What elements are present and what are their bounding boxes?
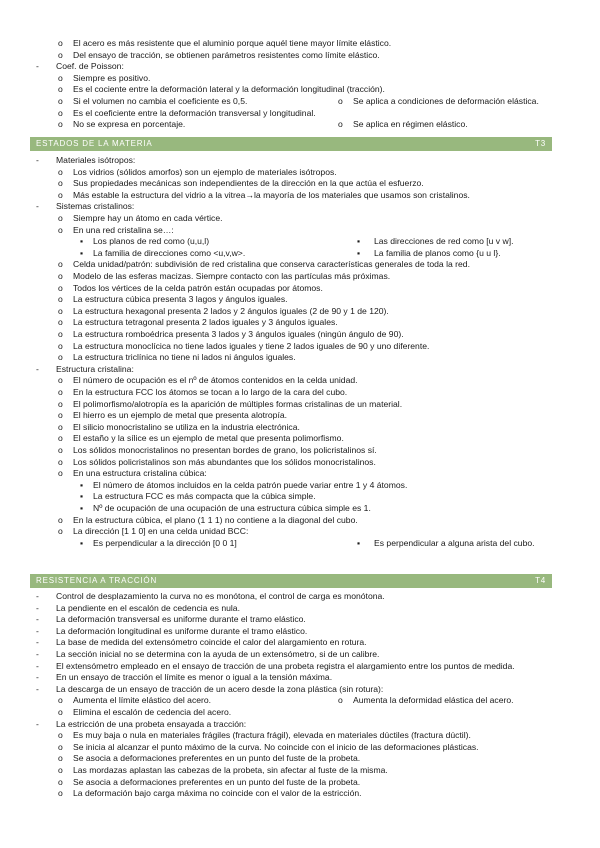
- list-item-text: Las mordazas aplastan las cabezas de la probeta, sin afectar al fuste de la misma.: [73, 765, 388, 775]
- list-item: [0, 167, 600, 178]
- list-item-text: Los sólidos policristalinos son más abundantes que los sólidos monocristalinos.: [73, 456, 376, 467]
- list-item: [0, 661, 600, 672]
- list-item: [0, 61, 600, 72]
- bullet-icon: ▪: [80, 503, 84, 513]
- list-item: [0, 468, 600, 479]
- list-item: [0, 410, 600, 421]
- list-item-text: Se asocia a deformaciones preferentes en un punto del fuste de la probeta.: [73, 776, 361, 787]
- list-item: [0, 788, 600, 799]
- list-item-text: El silicio monocristalino se utiliza en la industria electrónica.: [73, 421, 300, 432]
- list-item: [0, 649, 600, 660]
- list-item: [0, 364, 600, 375]
- bullet-icon: o: [58, 776, 63, 787]
- list-item-text: La sección inicial no se determina con la ayuda de un extensómetro, si de un calibre.: [56, 649, 380, 659]
- list-item: [0, 84, 600, 95]
- list-item-text: Del ensayo de tracción, se obtienen parámetros resistentes como límite elástico.: [73, 49, 380, 60]
- list-item: [0, 777, 600, 788]
- bullet-icon: o: [58, 317, 63, 328]
- list-item-text: Control de desplazamiento la curva no es monótona, el control de carga es monótona.: [56, 591, 385, 601]
- list-item-text-right: Aumenta la deformidad elástica del acero.: [353, 695, 514, 706]
- list-item: [0, 672, 600, 683]
- bullet-icon: -: [36, 602, 39, 613]
- list-item-text: Celda unidad/patrón: subdivisión de red cristalina que conserva características generales de toda la red.: [73, 259, 470, 270]
- list-item: [0, 341, 600, 352]
- list-item-text: Sistemas cristalinos:: [56, 201, 135, 212]
- list-item: [0, 526, 600, 537]
- list-item: [0, 201, 600, 212]
- list-item: [0, 329, 600, 340]
- bullet-icon: ▪: [357, 247, 361, 258]
- list-item: [0, 155, 600, 166]
- list-item-text: La estructura romboédrica presenta 3 lados y 3 ángulos iguales (ningún ángulo de 90).: [73, 329, 404, 339]
- list-item: [0, 73, 600, 84]
- bullet-icon: ▪: [80, 247, 84, 258]
- list-item-text: El extensómetro empleado en el ensayo de tracción de una probeta registra el alargamiento entre los puntos de medida.: [56, 660, 515, 671]
- list-item-text: El número de átomos incluidos en la celda patrón puede variar entre 1 y 4 átomos.: [93, 479, 408, 490]
- list-item-text: Más estable la estructura del vidrio a la vitrea→la mayoría de los materiales que usamos son cristalinos.: [73, 189, 470, 200]
- bullet-icon: ▪: [357, 236, 361, 247]
- list-item: [0, 591, 600, 602]
- bullet-icon: -: [36, 683, 39, 694]
- bullet-icon: o: [58, 788, 63, 799]
- bullet-icon: ▪: [80, 491, 84, 502]
- list-item-text: La estructura tetragonal presenta 2 lados iguales y 3 ángulos iguales.: [73, 317, 338, 328]
- bullet-icon: o: [58, 707, 63, 717]
- list-item-text: La deformación transversal es uniforme durante el tramo elástico.: [56, 614, 306, 625]
- bullet-icon: -: [36, 718, 39, 729]
- bullet-icon: o: [338, 695, 343, 706]
- bullet-icon: o: [58, 375, 63, 386]
- list-item: [0, 742, 600, 753]
- bullet-icon: o: [58, 410, 63, 421]
- section-header-section_t4: [30, 574, 552, 588]
- list-item-text: La base de medida del extensómetro coincide el calor del alargamiento en rotura.: [56, 637, 367, 648]
- bullet-icon: o: [58, 741, 63, 752]
- bullet-icon: o: [58, 84, 63, 95]
- list-item-text: Aumenta el límite elástico del acero.: [73, 695, 212, 706]
- list-item-text: La deformación bajo carga máxima no coincide con el valor de la estricción.: [73, 788, 362, 799]
- list-item: [0, 753, 600, 764]
- list-item-text: Se asocia a deformaciones preferentes en un punto del fuste de la probeta.: [73, 753, 361, 764]
- section-code: T3: [535, 139, 546, 148]
- list-item-text: En una red cristalina se…:: [73, 224, 174, 235]
- list-item-text: Los vidrios (sólidos amorfos) son un ejemplo de materiales isótropos.: [73, 166, 337, 177]
- bullet-icon: -: [36, 201, 39, 212]
- list-item: [0, 236, 600, 247]
- bullet-icon: o: [58, 433, 63, 444]
- list-item-text: Es perpendicular a la dirección [0 0 1]: [93, 537, 237, 548]
- list-item-text: Siempre hay un átomo en cada vértice.: [73, 213, 223, 223]
- list-item-text: Elimina el escalón de cedencia del acero.: [73, 707, 232, 717]
- list-item-text: Nº de ocupación de una ocupación de una estructura cúbica simple es 1.: [93, 503, 371, 513]
- list-item-text: El acero es más resistente que el aluminio porque aquél tiene mayor límite elástico.: [73, 38, 392, 48]
- list-item-text: Los planos de red como (u,u,l): [93, 236, 210, 247]
- list-item-text: El polimorfismo/alotropía es la aparición de múltiples formas cristalinas de un material.: [73, 398, 403, 409]
- list-item: [0, 603, 600, 614]
- list-item-text: Los sólidos monocristalinos no presentan bordes de grano, los policristalinos sí.: [73, 445, 377, 455]
- bullet-icon: o: [58, 468, 63, 479]
- bullet-icon: o: [58, 189, 63, 200]
- bullet-icon: -: [36, 591, 39, 601]
- section-title: ESTADOS DE LA MATERIA: [36, 139, 153, 148]
- list-item: [0, 626, 600, 637]
- list-item-text: La estructura hexagonal presenta 2 lados y 2 ángulos iguales (2 de 90 y 1 de 120).: [73, 305, 389, 316]
- list-item-text: Si el volumen no cambia el coeficiente es 0,5.: [73, 96, 248, 106]
- bullet-icon: o: [58, 445, 63, 455]
- list-item: [0, 96, 600, 107]
- bullet-icon: -: [36, 672, 39, 683]
- bullet-icon: o: [58, 166, 63, 177]
- list-item-text: En la estructura cúbica, el plano (1 1 1) no contiene a la diagonal del cubo.: [73, 514, 358, 525]
- list-item-text: En la estructura FCC los átomos se tocan a lo largo de la cara del cubo.: [73, 387, 348, 397]
- list-item: [0, 50, 600, 61]
- list-item-text: Siempre es positivo.: [73, 72, 151, 83]
- list-item: [0, 765, 600, 776]
- list-item: [0, 684, 600, 695]
- list-item-text: Coef. de Poisson:: [56, 61, 124, 72]
- list-item: [0, 707, 600, 718]
- bullet-icon: -: [36, 61, 39, 72]
- bullet-icon: -: [36, 155, 39, 165]
- list-item: [0, 730, 600, 741]
- bullet-icon: o: [58, 526, 63, 537]
- bullet-icon: -: [36, 660, 39, 671]
- list-item-text: Es muy baja o nula en materiales frágiles (fractura frágil), elevada en materiales dúctiles (fractura dúctil).: [73, 730, 471, 741]
- bullet-icon: o: [58, 119, 63, 130]
- list-item-text-right: La familia de planos como {u u l}.: [374, 247, 501, 258]
- list-item: [0, 637, 600, 648]
- list-item-text: La descarga de un ensayo de tracción de un acero desde la zona plástica (sin rotura):: [56, 683, 384, 694]
- bullet-icon: ▪: [80, 236, 84, 247]
- list-item: [0, 178, 600, 189]
- list-item: [0, 387, 600, 398]
- bullet-icon: o: [58, 329, 63, 339]
- bullet-icon: o: [58, 695, 63, 706]
- bullet-icon: o: [338, 119, 343, 130]
- bullet-icon: o: [58, 224, 63, 235]
- list-item-text: En un ensayo de tracción el límite es menor o igual a la tensión máxima.: [56, 672, 333, 683]
- list-item: [0, 399, 600, 410]
- bullet-icon: o: [58, 49, 63, 60]
- list-item: [0, 695, 600, 706]
- list-item-text: No se expresa en porcentaje.: [73, 119, 186, 130]
- bullet-icon: o: [58, 305, 63, 316]
- bullet-icon: o: [58, 213, 63, 223]
- list-item: [0, 283, 600, 294]
- bullet-icon: o: [58, 387, 63, 397]
- bullet-icon: o: [58, 96, 63, 106]
- list-item: [0, 190, 600, 201]
- list-item: [0, 457, 600, 468]
- bullet-icon: -: [36, 649, 39, 659]
- section-code: T4: [535, 576, 546, 585]
- bullet-icon: o: [58, 421, 63, 432]
- list-item: [0, 271, 600, 282]
- list-item: [0, 225, 600, 236]
- list-item-text: La estructura cúbica presenta 3 lagos y ángulos iguales.: [73, 294, 288, 305]
- bullet-icon: o: [58, 282, 63, 293]
- bullet-icon: -: [36, 625, 39, 636]
- list-item-text: La familia de direcciones como <u,v,w>.: [93, 247, 246, 258]
- list-item: [0, 248, 600, 259]
- list-item-text-right: Las direcciones de red como [u v w].: [374, 236, 514, 247]
- list-item: [0, 503, 600, 514]
- list-item-text-right: Es perpendicular a alguna arista del cubo.: [374, 537, 535, 548]
- list-item-text: Modelo de las esferas macizas. Siempre contacto con las partículas más próximas.: [73, 271, 391, 281]
- list-item: [0, 515, 600, 526]
- list-item: [0, 614, 600, 625]
- list-item: [0, 352, 600, 363]
- list-item: [0, 433, 600, 444]
- list-item-text: Materiales isótropos:: [56, 155, 136, 165]
- bullet-icon: ▪: [80, 479, 84, 490]
- bullet-icon: o: [58, 753, 63, 764]
- bullet-icon: ▪: [80, 537, 84, 548]
- list-item: [0, 306, 600, 317]
- bullet-icon: o: [58, 294, 63, 305]
- list-item-text: Estructura cristalina:: [56, 363, 134, 374]
- bullet-icon: o: [58, 107, 63, 118]
- section-header-section_t3: [30, 137, 552, 151]
- bullet-icon: -: [36, 614, 39, 625]
- bullet-icon: o: [58, 456, 63, 467]
- list-item-text: La estructura monoclícica no tiene lados iguales y tiene 2 lados iguales de 90 y uno diferente.: [73, 340, 430, 351]
- list-item: [0, 480, 600, 491]
- bullet-icon: o: [58, 352, 63, 363]
- bullet-icon: o: [58, 730, 63, 741]
- list-item-text: Se inicia al alcanzar el punto máximo de la curva. No coincide con el inicio de las deformaciones plásticas.: [73, 741, 479, 752]
- bullet-icon: -: [36, 637, 39, 648]
- list-item-text-right: Se aplica a condiciones de deformación elástica.: [353, 96, 539, 106]
- list-item-text: El estaño y la sílice es un ejemplo de metal que presenta polimorfismo.: [73, 433, 344, 444]
- bullet-icon: o: [58, 178, 63, 189]
- bullet-icon: -: [36, 363, 39, 374]
- bullet-icon: o: [58, 72, 63, 83]
- bullet-icon: o: [338, 96, 343, 106]
- list-item-text: Es el cociente entre la deformación lateral y la deformación longitudinal (tracción).: [73, 84, 385, 95]
- list-item-text: El hierro es un ejemplo de metal que presenta alotropía.: [73, 410, 288, 421]
- section-title: RESISTENCIA A TRACCIÓN: [36, 576, 158, 585]
- bullet-icon: o: [58, 259, 63, 270]
- list-item-text: En una estructura cristalina cúbica:: [73, 468, 207, 479]
- bullet-icon: o: [58, 514, 63, 525]
- bullet-icon: o: [58, 340, 63, 351]
- list-item: [0, 259, 600, 270]
- bullet-icon: o: [58, 765, 63, 775]
- list-item: [0, 119, 600, 130]
- list-item-text-right: Se aplica en régimen elástico.: [353, 119, 468, 130]
- list-item-text: Es el coeficiente entre la deformación transversal y longitudinal.: [73, 107, 316, 118]
- bullet-icon: o: [58, 271, 63, 281]
- list-item: [0, 422, 600, 433]
- list-item-text: La estructura FCC es más compacta que la cúbica simple.: [93, 491, 316, 502]
- list-item: [0, 294, 600, 305]
- list-item: [0, 719, 600, 730]
- bullet-icon: o: [58, 398, 63, 409]
- list-item-text: La deformación longitudinal es uniforme durante el tramo elástico.: [56, 625, 308, 636]
- list-item-text: Todos los vértices de la celda patrón están ocupadas por átomos.: [73, 282, 323, 293]
- list-item: [0, 445, 600, 456]
- list-item: [0, 491, 600, 502]
- list-item-text: La estricción de una probeta ensayada a tracción:: [56, 718, 247, 729]
- list-item: [0, 213, 600, 224]
- list-item: [0, 375, 600, 386]
- list-item-text: La pendiente en el escalón de cedencia es nula.: [56, 602, 240, 613]
- list-item-text: Sus propiedades mecánicas son independientes de la dirección en la que actúa el esfuerzo.: [73, 178, 424, 189]
- list-item: [0, 538, 600, 549]
- list-item-text: La dirección [1 1 0] en una celda unidad BCC:: [73, 526, 249, 537]
- list-item-text: El número de ocupación es el nº de átomos contenidos en la celda unidad.: [73, 375, 358, 386]
- list-item: [0, 317, 600, 328]
- list-item-text: La estructura triclínica no tiene ni lados ni ángulos iguales.: [73, 352, 296, 363]
- list-item: [0, 108, 600, 119]
- bullet-icon: ▪: [357, 537, 361, 548]
- bullet-icon: o: [58, 38, 63, 48]
- list-item: [0, 38, 600, 49]
